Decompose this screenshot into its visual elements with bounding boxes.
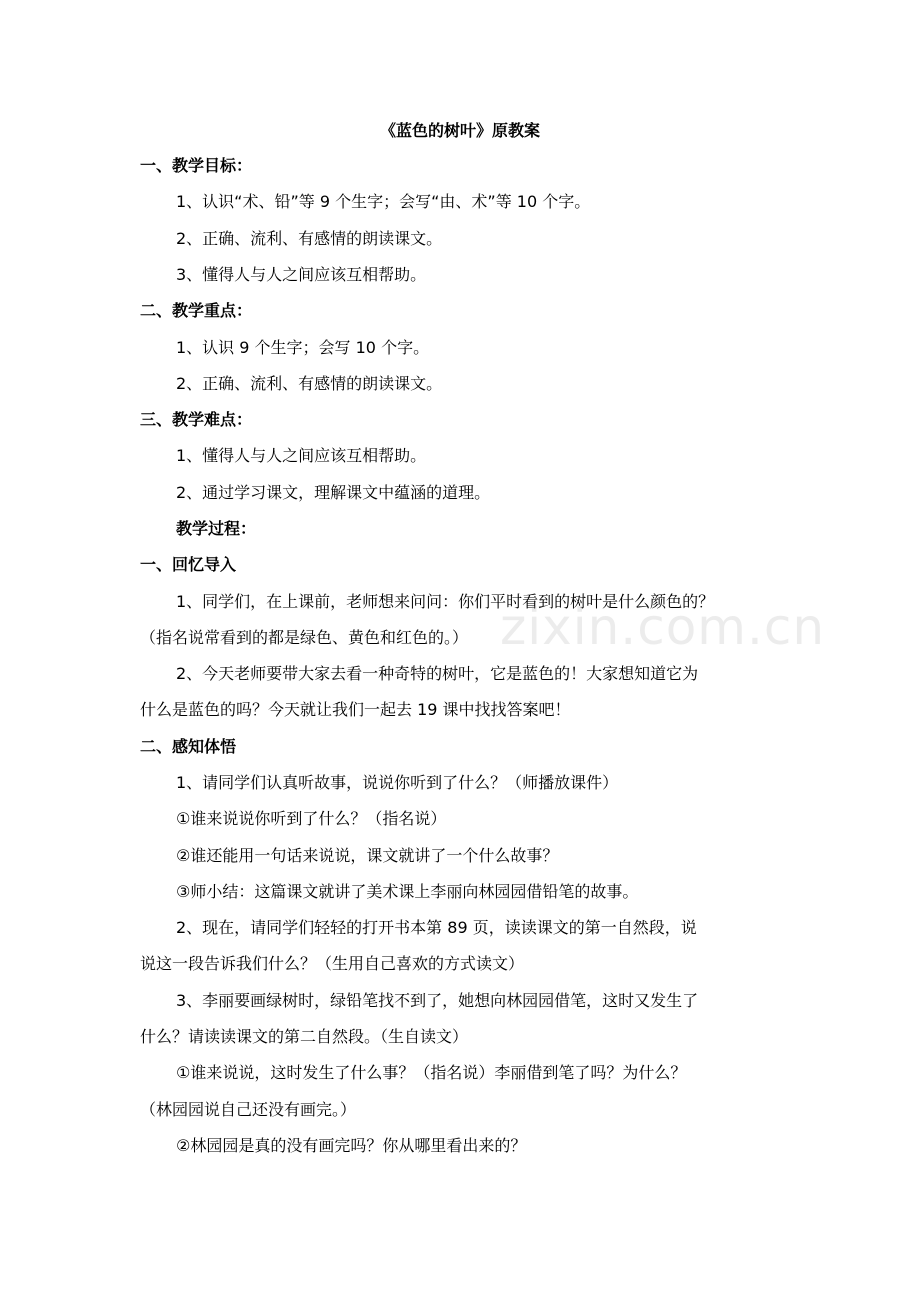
paragraph-line: 什么？请读读课文的第二自然段。（生自读文） bbox=[140, 1027, 469, 1046]
objective-2: 2、正确、流利、有感情的朗读课文。 bbox=[176, 229, 443, 248]
key-point-1: 1、认识 9 个生字；会写 10 个字。 bbox=[176, 338, 430, 357]
paragraph-line: 说这一段告诉我们什么？（生用自己喜欢的方式读文） bbox=[140, 954, 525, 973]
section-heading-review: 一、回忆导入 bbox=[140, 555, 237, 574]
paragraph-line: 什么是蓝色的吗？今天就让我们一起去 19 课中找找答案吧！ bbox=[140, 700, 571, 719]
paragraph-line: 1、同学们，在上课前，老师想来问问：你们平时看到的树叶是什么颜色的？ bbox=[176, 592, 715, 611]
objective-1: 1、认识“术、铅”等 9 个生字；会写“由、术”等 10 个字。 bbox=[176, 192, 591, 211]
paragraph-line: 2、现在，请同学们轻轻的打开书本第 89 页，读读课文的第一自然段，说 bbox=[176, 918, 697, 937]
section-heading-objectives: 一、教学目标： bbox=[140, 156, 253, 175]
process-heading: 教学过程： bbox=[176, 519, 257, 538]
difficulty-1: 1、懂得人与人之间应该互相帮助。 bbox=[176, 446, 427, 465]
difficulty-2: 2、通过学习课文，理解课文中蕴涵的道理。 bbox=[176, 483, 491, 502]
paragraph-line: 3、李丽要画绿树时，绿铅笔找不到了，她想向林园园借笔，这时又发生了 bbox=[176, 991, 699, 1010]
paragraph-line: ①谁来说说，这时发生了什么事？（指名说）李丽借到笔了吗？为什么？ bbox=[176, 1063, 687, 1082]
paragraph-line: ②谁还能用一句话来说说，课文就讲了一个什么故事？ bbox=[176, 846, 559, 865]
section-heading-perception: 二、感知体悟 bbox=[140, 737, 237, 756]
document-title: 《蓝色的树叶》原教案 bbox=[379, 121, 540, 140]
paragraph-line: ①谁来说说你听到了什么？（指名说） bbox=[176, 809, 447, 828]
watermark: zixin.com.cn bbox=[500, 598, 826, 656]
paragraph-line: （指名说常看到的都是绿色、黄色和红色的。） bbox=[140, 628, 469, 647]
objective-3: 3、懂得人与人之间应该互相帮助。 bbox=[176, 265, 427, 284]
paragraph-line: 2、今天老师要带大家去看一种奇特的树叶，它是蓝色的！大家想知道它为 bbox=[176, 664, 699, 683]
paragraph-line: 1、请同学们认真听故事，说说你听到了什么？（师播放课件） bbox=[176, 773, 619, 792]
section-heading-difficulties: 三、教学难点： bbox=[140, 410, 253, 429]
section-heading-key-points: 二、教学重点： bbox=[140, 301, 253, 320]
paragraph-line: ②林园园是真的没有画完吗？你从哪里看出来的？ bbox=[176, 1136, 527, 1155]
key-point-2: 2、正确、流利、有感情的朗读课文。 bbox=[176, 374, 443, 393]
paragraph-line: （林园园说自己还没有画完。） bbox=[140, 1100, 357, 1119]
paragraph-line: ③师小结：这篇课文就讲了美术课上李丽向林园园借铅笔的故事。 bbox=[176, 882, 639, 901]
